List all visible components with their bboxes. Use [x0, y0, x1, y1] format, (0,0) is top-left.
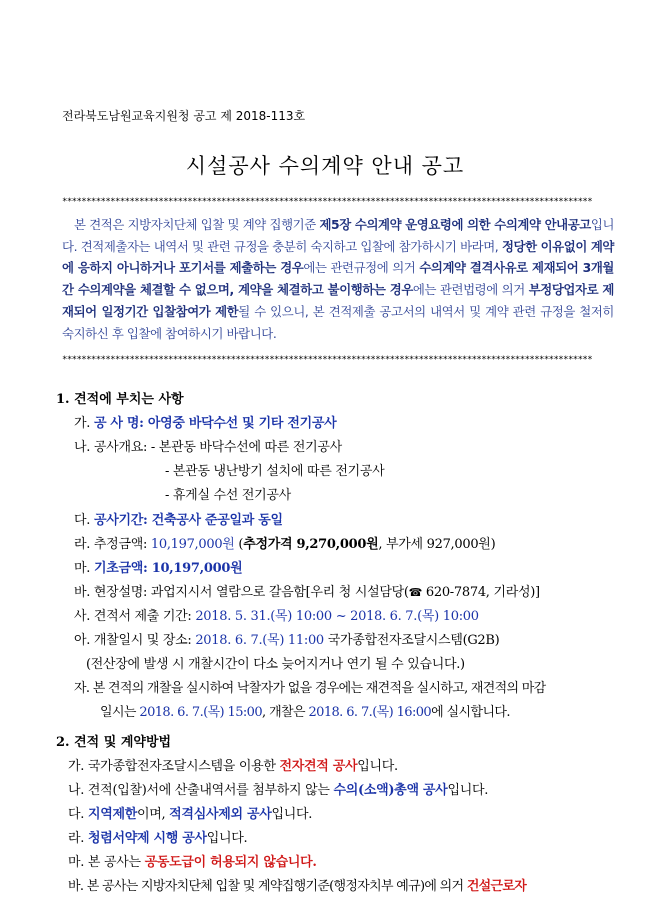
section1-heading: 1. 견적에 부치는 사항	[56, 392, 184, 407]
s1-ba-row	[74, 581, 540, 600]
s1-ja2-date2: 2018. 6. 7.(목) 16:00	[308, 705, 432, 720]
s1-na-item-2: - 본관동 냉난방기 설치에 따른 전기공사	[165, 464, 385, 479]
intro-paragraph	[62, 214, 614, 344]
s1-da-row	[74, 509, 283, 528]
s1-a-label: 아. 개찰일시 및 장소:	[74, 633, 196, 648]
s2-da-row	[68, 803, 312, 822]
notice-number: 전라북도남원교육지원청 공고 제 2018-113호	[62, 109, 306, 123]
s2-ma-hl: 공동도급이 허용되지 않습니다.	[144, 855, 317, 870]
s1-ra-est: 추정가격 9,270,000원	[243, 537, 379, 552]
s2-da-mid: 이며,	[136, 807, 170, 822]
s1-ga-label: 가.	[74, 416, 94, 431]
s1-a-value: 2018. 6. 7.(목) 11:00	[195, 633, 324, 648]
s1-ja-row: 자. 본 견적의 개찰을 실시하여 낙찰자가 없을 경우에는 재견적을 실시하고, 재견적의 마감	[74, 681, 546, 696]
s2-ba-row	[68, 875, 526, 894]
intro-text-4: 에는 관련법령에 의거	[412, 282, 529, 298]
s2-ra-post: 입니다.	[206, 831, 248, 846]
s2-ba-pre: 바. 본 공사는 지방자치단체 입찰 및 계약집행기준(행정자치부 예규)에 의거	[68, 879, 467, 894]
s1-a-place: 국가종합전자조달시스템(G2B)	[323, 633, 500, 648]
s1-da-value: 공사기간: 건축공사 준공일과 동일	[93, 513, 283, 528]
s1-ra-label: 라. 추정금액:	[74, 537, 151, 552]
s1-ma-row	[74, 557, 242, 576]
s1-ra-paren: (	[234, 537, 244, 552]
s2-ma-row	[68, 851, 317, 870]
s1-a-note: (전산장에 발생 시 개찰시간이 다소 늦어지거나 연기 될 수 있습니다.)	[86, 657, 465, 672]
s1-ra-vat: , 부가세 927,000원)	[378, 537, 496, 552]
intro-bold-2: 정당한 이유없이 계약에 응하지 아니하거나 포기서를 제출하는 경우	[62, 238, 614, 276]
s2-ra-row	[68, 827, 247, 846]
s2-ra-pre: 라.	[68, 831, 88, 846]
s1-ma-value: 기초금액: 10,197,000원	[93, 561, 243, 576]
s1-ja2-date1: 2018. 6. 7.(목) 15:00	[139, 705, 263, 720]
s1-a-row	[74, 629, 499, 648]
s1-ra-row	[74, 533, 495, 552]
s2-da-post: 입니다.	[271, 807, 313, 822]
document-title: 시설공사 수의계약 안내 공고	[185, 154, 465, 178]
s1-ba-phone: 620-7874, 기라성)]	[422, 585, 540, 600]
s2-na-hl: 수의(소액)총액 공사	[333, 783, 448, 798]
intro-text-1: 본 견적은 지방자치단체 입찰 및 계약 집행기준	[74, 217, 320, 232]
s1-ja2-mid: , 개찰은	[262, 705, 309, 720]
s2-da-pre: 다.	[68, 807, 88, 822]
divider-bottom: **************************************************************************************************************	[62, 355, 592, 365]
s2-ma-pre: 마. 본 공사는	[68, 855, 145, 870]
s2-ga-row	[68, 755, 398, 774]
s2-ga-pre: 가. 국가종합전자조달시스템을 이용한	[68, 759, 280, 774]
s1-na-item-1: - 본관동 바닥수선에 따른 전기공사	[150, 440, 342, 455]
intro-text-2: 입니다. 견적제출자는 내역서 및 관련 규정을 충분히 숙지하고 입찰에 참가하시기 바라며,	[62, 217, 615, 254]
s1-ja2-row	[100, 701, 510, 720]
s2-da-hl2: 적격심사제외 공사	[169, 807, 272, 822]
s1-ja2-pre: 일시는	[100, 705, 140, 720]
divider-top: **************************************************************************************************************	[62, 197, 592, 207]
intro-text-5: 될 수 있으니, 본 견적제출 공고서의 내역서 및 계약 관련 규정을 철저히 숙지하신 후 입찰에 참여하시기 바랍니다.	[62, 303, 615, 341]
s2-na-pre: 나. 견적(입찰)서에 산출내역서를 첨부하지 않는	[68, 783, 334, 798]
s1-na-label: 나. 공사개요:	[74, 440, 151, 455]
s1-sa-value: 2018. 5. 31.(목) 10:00 ~ 2018. 6. 7.(목) 10:00	[195, 609, 479, 624]
s1-ja2-post: 에 실시합니다.	[431, 705, 510, 720]
section2-heading: 2. 견적 및 계약방법	[56, 735, 172, 750]
s2-da-hl1: 지역제한	[87, 807, 137, 822]
s1-ga-row	[74, 412, 336, 431]
s1-ga-value: 공 사 명: 아영중 바닥수선 및 기타 전기공사	[93, 416, 337, 431]
s2-ra-hl: 청렴서약제 시행 공사	[87, 831, 207, 846]
intro-bold-3: 수의계약 결격사유로 제재되어 3개월간 수의계약을 체결할 수 없으며, 계약을 체결하고 불이행하는 경우	[62, 260, 614, 298]
intro-text-3: 에는 관련규정에 의거	[303, 260, 420, 276]
s1-sa-row	[74, 605, 479, 624]
intro-bold-4: 부정당업자로 제재되어 일정기간 입찰참여가 제한	[62, 282, 614, 319]
s1-sa-label: 사. 견적서 제출 기간:	[74, 609, 196, 624]
s2-ga-hl: 전자견적 공사	[279, 759, 358, 774]
s1-da-label: 다.	[74, 513, 94, 528]
phone-icon: ☎	[408, 586, 423, 599]
s2-ba-hl: 건설근로자	[466, 879, 527, 894]
s1-na-item-3: - 휴게실 수선 전기공사	[165, 488, 291, 503]
s1-ra-value: 10,197,000원	[150, 537, 235, 552]
s2-ga-post: 입니다.	[357, 759, 398, 774]
s1-na-row	[74, 436, 342, 455]
intro-bold-1: 제5장 수의계약 운영요령에 의한 수의계약 안내공고	[319, 217, 591, 232]
s2-na-row	[68, 779, 488, 798]
s2-na-post: 입니다.	[447, 783, 489, 798]
s1-ba-text: 바. 현장설명: 과업지시서 열람으로 갈음함[우리 청 시설담당(	[74, 585, 409, 600]
s1-ma-label: 마.	[74, 561, 94, 576]
